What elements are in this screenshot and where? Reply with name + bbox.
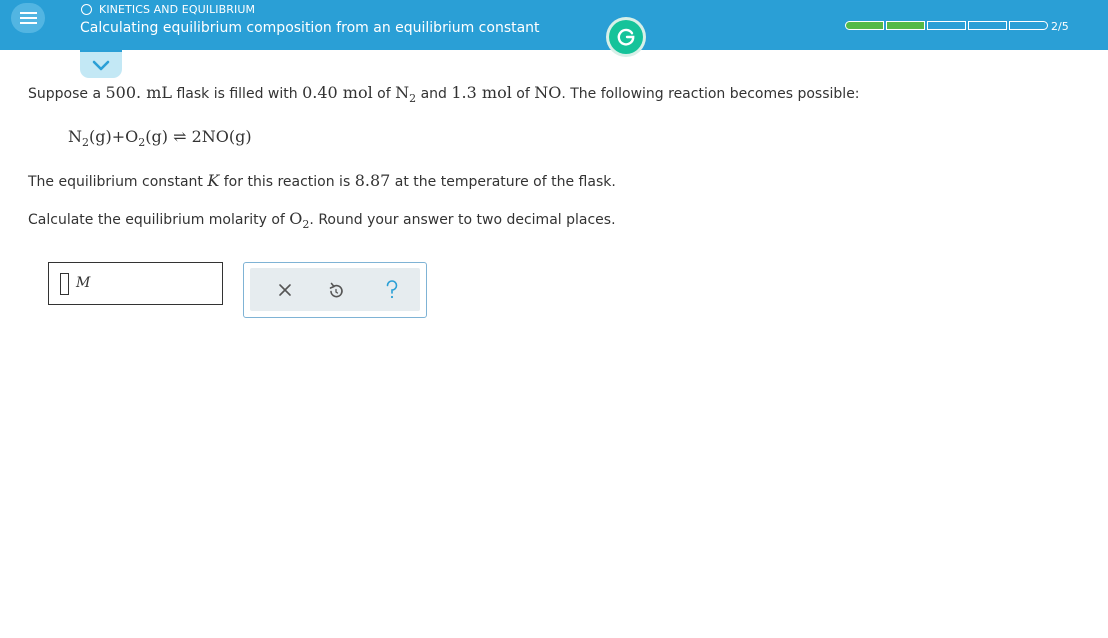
formula-subscript: 2	[409, 92, 417, 106]
top-header-bar	[0, 0, 1108, 50]
reactant-subscript: 2	[138, 136, 146, 150]
progress-segment	[845, 21, 884, 30]
page-title: Calculating equilibrium composition from an equilibrium constant	[80, 20, 540, 36]
problem-statement	[28, 83, 860, 105]
answer-tools-panel	[243, 262, 427, 318]
clear-button[interactable]	[270, 276, 300, 304]
state-label: (g)	[89, 127, 112, 146]
volume-value: 500. mL	[105, 83, 173, 102]
text-run: . The following reaction becomes possible:	[561, 86, 860, 102]
n2-moles-value: 0.40 mol	[302, 83, 373, 102]
topic-label: KINETICS AND EQUILIBRIUM	[99, 2, 256, 16]
collapse-toggle-border	[80, 50, 122, 52]
collapse-toggle[interactable]	[80, 50, 122, 78]
progress-segment	[927, 21, 966, 30]
menu-button[interactable]	[11, 3, 45, 33]
equilibrium-arrow: ⇌	[173, 127, 187, 146]
formula-o2	[289, 209, 310, 232]
progress-segment	[968, 21, 1007, 30]
topic-breadcrumb	[81, 2, 255, 16]
progress-label: 2/5	[1051, 20, 1069, 33]
question-icon	[385, 280, 399, 300]
grammarly-button[interactable]	[606, 17, 646, 57]
k-symbol: K	[207, 171, 220, 190]
text-run: for this reaction is	[223, 174, 351, 190]
formula-n2	[395, 83, 417, 106]
hamburger-menu-icon-line	[20, 17, 37, 19]
k-value: 8.87	[354, 171, 391, 190]
undo-icon	[328, 281, 344, 299]
text-run: . Round your answer to two decimal places.	[309, 212, 616, 228]
question-prompt	[28, 209, 616, 231]
state-label: (g)	[228, 127, 252, 146]
chevron-down-icon	[92, 60, 110, 72]
no-moles-value: 1.3 mol	[451, 83, 512, 102]
formula-symbol: N	[395, 83, 410, 102]
answer-input[interactable]	[48, 262, 223, 305]
text-run: The equilibrium constant	[28, 174, 203, 190]
undo-button[interactable]	[321, 276, 351, 304]
product-no: 2NO	[191, 127, 229, 146]
text-run: of	[516, 86, 530, 102]
formula-symbol: O	[289, 209, 303, 228]
text-run: and	[420, 86, 447, 102]
input-cursor	[60, 273, 69, 295]
hamburger-menu-icon	[20, 12, 37, 14]
progress-segment	[886, 21, 925, 30]
close-icon	[278, 283, 292, 297]
progress-segment	[1009, 21, 1048, 30]
help-button[interactable]	[377, 276, 407, 304]
hamburger-menu-icon-line	[20, 22, 37, 24]
reactant-subscript: 2	[82, 136, 89, 150]
reactant-n: N	[68, 127, 82, 146]
chemical-equation	[68, 127, 252, 149]
reactant-o: O	[125, 127, 139, 146]
circle-icon	[81, 4, 92, 15]
text-run: of	[377, 86, 391, 102]
progress-bar	[845, 21, 1050, 30]
grammarly-icon	[609, 20, 643, 54]
text-run: Suppose a	[28, 86, 102, 102]
text-run: at the temperature of the flask.	[394, 174, 616, 190]
text-run: Calculate the equilibrium molarity of	[28, 212, 285, 228]
equilibrium-constant-statement	[28, 171, 616, 190]
formula-subscript: 2	[302, 218, 310, 232]
unit-label: M	[76, 275, 91, 291]
state-label: (g)	[145, 127, 168, 146]
text-run: flask is filled with	[176, 86, 298, 102]
plus-sign: +	[111, 127, 126, 146]
answer-tools-bar	[250, 268, 420, 311]
formula-no: NO	[534, 83, 562, 102]
